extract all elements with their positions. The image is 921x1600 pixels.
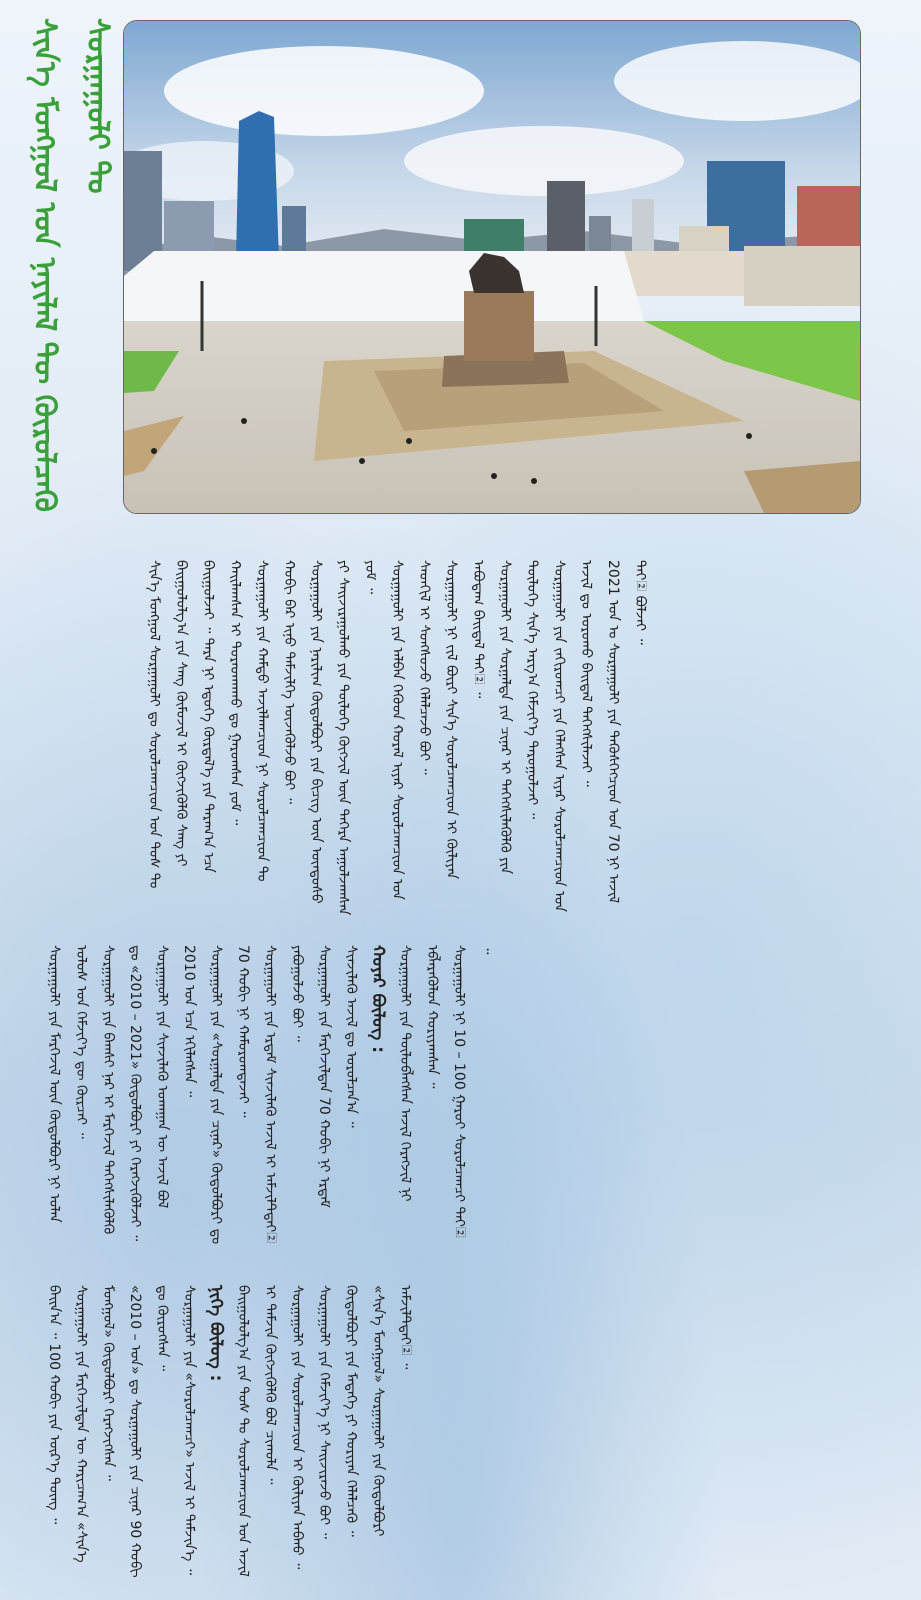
paragraph: ᠰᠤᠷᠭᠠᠭᠤᠯᠢ ᠨᠢ 10 – 100 ᠭᠠᠷᠤᠢ ᠰᠤᠷᠤᠯᠴᠠᠭᠴᠢ ᠲᠠᠢ᠌ ᠃ <box>451 945 494 1238</box>
paragraph: ᠰᠤᠷᠭᠠᠭᠤᠯᠢ ᠶᠢᠨ ᠬᠡᠮᠵᠢᠶ᠎ᠡ ᠨᠢ ᠰᠠᠢ᠌ᠵᠢᠷᠠᠵᠤ ᠪᠤᠢ ᠃ <box>316 1285 332 1539</box>
paragraph: ᠰᠢᠨ᠎ᠡ ᠮᠣᠩᠭᠣᠯ ᠰᠤᠷᠭᠠᠭᠤᠯᠢ ᠳᠤ ᠰᠤᠷᠤᠯᠴᠠᠭᠴᠢᠳ ᠤᠨ ᠲᠤᠰ ᠲᠤ ᠪᠠᠢ᠌ᠭᠤᠯᠤᠯᠭ᠎ᠠ ᠶᠢᠨ ᠰᠠᠩ ᠬᠥᠮᠦᠵᠢᠯ ᠢ ᠬᠥᠭᠵᠢᠭᠦᠯᠬᠦ ᠰᠠᠩ ᠶᠢ ᠪᠠᠢ᠌ᠭᠤᠯᠵᠠᠢ ᠃ ᠲᠡᠷᠡ ᠨᠢ ᠡᠳᠦᠭᠡ ᠬᠦᠷᠲᠡᠯ᠎ᠡ ᠶᠢᠨ ᠳᠠᠷᠠᠭ᠎ᠠ ᠡᠴᠡ ᠬᠠᠢ᠌ᠯᠠᠭᠰᠠᠨ ᠢ ᠳᠤᠷᠠᠳᠬᠠᠬᠤ ᠳᠤ ᠭᠠᠷᠤᠭᠰᠠᠨ ᠶᠤᠮ ᠃ <box>146 560 243 889</box>
paragraph: ᠰᠤᠷᠭᠠᠭᠤᠯᠢ ᠨᠢ ᠵᠢᠯ ᠪᠦᠷᠢ ᠰᠢᠨ᠎ᠡ ᠰᠤᠷᠤᠯᠴᠠᠭᠴᠢᠳ ᠢ ᠬᠦᠯᠢᠶᠡᠨ ᠠᠪᠤᠳᠠᠭ ᠪᠠᠢ᠌ᠳᠠᠯ ᠲᠠᠢ᠌ ᠃ <box>443 560 486 880</box>
paragraph: ᠰᠤᠷᠭᠠᠭᠤᠯᠢ ᠶᠢᠨ ᠰᠤᠷᠤᠯᠴᠠᠭᠴᠢᠳ ᠢ ᠬᠦᠯᠢᠶᠡᠨ ᠠᠪᠬᠤ ᠃ <box>289 1285 305 1570</box>
paragraph: ᠬᠥᠲᠥᠯᠪᠦᠷᠢ ᠶᠢᠨ ᠮᠡᠳᠡᠭᠡ ᠶᠢ ᠬᠤᠷᠢᠶᠠᠨ ᠬᠡᠯᠡᠯᠴᠡᠬᠦ ᠃ <box>343 1285 359 1537</box>
paragraph: ᠰᠤᠷᠭᠠᠭᠤᠯᠢ ᠶᠢᠨ ᠰᠤᠷᠭᠠᠯᠲᠠ ᠶᠢᠨ ᠴᠢᠨᠠᠷ ᠢ ᠳᠡᠭᠡᠭᠰᠢᠯᠡᠭᠦᠯᠬᠦ ᠶᠢᠨ ᠲᠥᠯᠦᠭᠡ ᠰᠢᠨ᠎ᠡ ᠠᠷᠭ᠎ᠠ ᠬᠡᠮᠵᠢᠶ᠎ᠡ ᠳᠠᠷᠤᠭᠤᠯᠵᠠᠢ ᠃ <box>497 560 540 875</box>
paragraph: «ᠰᠢᠨ᠎ᠡ ᠮᠣᠩᠭᠣᠯ» ᠰᠤᠷᠭᠠᠭᠤᠯᠢ ᠶᠢᠨ ᠬᠥᠲᠥᠯᠪᠦᠷᠢ ᠠᠮᠵᠢᠯᠲᠲᠠᠢ᠌ ᠃ <box>370 1285 413 1537</box>
paragraph: ᠰᠤᠷᠭᠠᠭᠤᠯᠢ ᠶᠢᠨ ᠪᠠᠭᠰᠢ ᠨᠠᠷ ᠢ ᠮᠡᠷᠭᠡᠵᠢᠯ ᠳᠡᠭᠡᠭᠰᠢᠯᠡᠭᠦᠯᠬᠦ ᠳᠤ «2010 – 2021» ᠬᠥᠲᠥᠯᠪᠦᠷᠢ ᠶᠢ ᠬᠡᠷᠡᠭᠵᠢᠭᠦᠯᠵᠡᠢ ᠃ <box>100 945 143 1242</box>
paragraph: ᠰᠤᠷᠭᠠᠭᠤᠯᠢ ᠶᠢᠨ «ᠰᠤᠷᠭᠠᠯᠲᠠ ᠶᠢᠨ ᠴᠢᠨᠠᠷ» ᠬᠥᠲᠥᠯᠪᠦᠷᠢ ᠳᠤ 70 ᠬᠤᠪᠢ ᠨᠢ ᠬᠠᠮᠤᠷᠤᠭᠳᠠᠵᠠᠢ ᠃ <box>208 945 251 1245</box>
paragraph: ᠰᠤᠷᠭᠠᠭᠤᠯᠢ ᠶᠢᠨ ᠮᠡᠷᠭᠡᠵᠢᠯᠲᠡᠨ ᠦ ᠬᠠᠷᠢᠴᠠᠭ᠎ᠠ «ᠰᠢᠨ᠎ᠡ ᠮᠣᠩᠭᠣᠯ» ᠬᠥᠲᠥᠯᠪᠦᠷᠢ ᠬᠡᠷᠡᠭᠵᠢᠭᠰᠡᠨ ᠃ <box>73 1285 116 1563</box>
square-photo <box>123 20 861 514</box>
paragraph: ᠰᠤᠷᠭᠠᠭᠤᠯᠢ ᠶᠢᠨ ᠲᠥᠯᠦᠪᠯᠡᠭᠰᠡᠨ ᠠᠵᠢᠯ ᠬᠡᠷᠡᠭᠵᠢᠯ ᠨᠢ ᠡᠪᠯᠡᠷᠡᠭᠦᠯᠦᠨ ᠬᠤᠷᠢᠶᠠᠭᠰᠠᠨ ᠃ <box>397 945 440 1202</box>
paragraph: ᠰᠤᠷᠭᠠᠭᠤᠯᠢ ᠶᠢᠨ ᠮᠡᠷᠭᠡᠵᠢᠯ ᠦᠨ ᠬᠥᠲᠥᠯᠪᠦᠷᠢ ᠨᠢ ᠣᠯᠠᠨ ᠤᠯᠤᠰ ᠤᠨ ᠬᠡᠮᠵᠢᠶ᠎ᠡ ᠳᠦ ᠬᠦᠷᠴᠡᠢ ᠃ <box>46 945 89 1223</box>
subheading: ᠨᠢᠭᠡ ᠪᠦᠯᠦᠭ : <box>206 1285 226 1382</box>
page-title: ᠰᠢᠨ᠎ᠡ ᠮᠣᠩᠭᠣᠯ ᠤᠨ ᠨᠡᠶᠢᠯᠡᠯ ᠲᠦ ᠬᠦᠷᠦᠯᠴᠡᠬᠦ ᠰᠤᠷᠭᠠᠭᠤᠯᠢ ᠲᠤ <box>27 18 115 512</box>
paragraph: «2010 – ᠣᠨ» ᠳᠤ ᠰᠤᠷᠭᠠᠭᠤᠯᠢ ᠶᠢᠨ ᠴᠢᠨᠠᠷ 90 ᠬᠤᠪᠢ ᠳᠤ ᠬᠦᠷᠦᠭᠰᠡᠨ ᠃ <box>127 1285 170 1578</box>
paragraph: ᠰᠤᠷᠭᠠᠭᠤᠯᠢ ᠶᠢᠨ ᠠᠯᠪᠠᠨ ᠬᠡᠭᠦᠳ ᠬᠤᠷᠠᠯ ᠢᠶᠠᠷ ᠰᠤᠷᠤᠯᠴᠠᠭᠴᠢᠳ ᠤᠨ ᠰᠡᠳᠭᠢᠯ ᠢ ᠰᠣᠩᠰᠣᠵᠤ ᠬᠡᠯᠡᠯᠴᠡᠵᠦ ᠪᠤᠢ ᠃ <box>389 560 432 900</box>
paragraph: ᠰᠤᠷᠭᠠᠭᠤᠯᠢ ᠶᠢᠨ «ᠰᠤᠷᠤᠯᠴᠠᠭᠴᠢ» ᠠᠵᠢᠯ ᠢ ᠳᠡᠮᠵᠢᠨ᠎ᠡ ᠃ <box>181 1285 197 1575</box>
paragraph: ᠰᠤᠷᠭᠠᠭᠤᠯᠢ ᠶᠢᠨ ᠮᠡᠷᠭᠡᠵᠢᠯᠲᠡᠨ 70 ᠬᠤᠪᠢ ᠨᠢ ᠡᠷᠳᠡᠮ ᠰᠢᠨᠵᠢᠯᠡᠬᠦ ᠠᠵᠢᠯ ᠳᠤ ᠣᠷᠣᠯᠴᠠᠨ᠎ᠠ ᠃ <box>316 945 359 1208</box>
paragraph: ᠪᠠᠢ᠌ᠭᠤᠯᠤᠯᠭ᠎ᠠ ᠶᠢᠨ ᠲᠤᠰ ᠲᠤ ᠰᠤᠷᠤᠯᠴᠠᠭᠴᠢᠳ ᠤᠨ ᠠᠵᠢᠯ ᠢ ᠳᠡᠮᠵᠢᠨ ᠬᠥᠭᠵᠢᠭᠦᠯᠬᠦ ᠪᠣᠯ ᠴᠢᠬᠤᠯᠠ ᠃ <box>235 1285 278 1577</box>
text-column-1 <box>140 560 868 920</box>
text-column-2 <box>40 945 868 1245</box>
subheading: ᠬᠣᠶᠠᠷ ᠪᠦᠯᠦᠭ : <box>368 945 388 1053</box>
paragraph: ᠰᠤᠷᠭᠠᠭᠤᠯᠢ ᠶᠢᠨ ᠵᠠᠬᠢᠷᠤᠭᠴᠢ ᠶᠢᠨ ᠬᠡᠯᠡᠭᠰᠡᠨ ᠢᠶᠡᠷ ᠰᠤᠷᠤᠯᠴᠠᠭᠴᠢᠳ ᠤᠨ ᠠᠵᠢᠯ ᠳᠤ ᠣᠷᠣᠬᠤ ᠪᠠᠢ᠌ᠳᠠᠯ ᠳᠡᠭᠡᠭᠰᠢᠯᠡᠵᠡᠢ ᠃ <box>551 560 594 912</box>
paragraph: 2021 ᠣᠨ ᠤ ᠰᠤᠷᠭᠠᠭᠤᠯᠢ ᠶᠢᠨ ᠲᠡᠭᠦᠰᠭᠡᠭᠴᠢᠳ ᠤᠨ 70 ᠨᠢ ᠠᠵᠢᠯ ᠲᠠᠢ᠌ ᠪᠤᠯᠵᠠᠢ ᠃ <box>605 560 648 904</box>
paragraph: ᠰᠤᠷᠭᠠᠭᠤᠯᠢ ᠶᠢᠨ ᠡᠷᠳᠡᠮ ᠰᠢᠨᠵᠢᠯᠡᠬᠦ ᠠᠵᠢᠯ ᠢ ᠠᠮᠵᠢᠯᠲᠲᠠᠢ᠌ ᠶᠠᠪᠤᠭᠤᠯᠵᠤ ᠪᠤᠢ ᠃ <box>262 945 305 1244</box>
paragraph: ᠪᠠᠢ᠌ᠨ᠎ᠠ ᠃ 100 ᠬᠤᠪᠢ ᠶᠢᠨ ᠦᠷ᠎ᠡ ᠳᠦᠩ ᠃ <box>46 1285 62 1525</box>
text-column-3 <box>40 1285 868 1585</box>
paragraph: ᠰᠤᠷᠭᠠᠭᠤᠯᠢ ᠶᠢᠨ ᠨᠠᠷᠢᠯᠢᠭ ᠬᠥᠲᠥᠯᠪᠦᠷᠢ ᠶᠢᠨ ᠪᠢᠴᠢᠭ ᠦᠨ ᠦᠨᠳᠦᠰᠦ ᠶᠢ ᠰᠠᠢ᠌ᠵᠢᠷᠠᠭᠤᠯᠬᠤ ᠶᠢᠨ ᠲᠥᠯᠦᠭᠡ ᠬᠥᠭᠵᠢᠯ ᠦᠨ ᠳᠡᠭᠡᠷᠡ ᠠᠭᠤᠯᠵᠠᠭᠰᠠᠨ ᠶᠤᠮ ᠃ <box>308 560 378 916</box>
city-square-image <box>124 21 860 513</box>
paragraph: ᠰᠤᠷᠭᠠᠭᠤᠯᠢ ᠶᠢᠨ ᠬᠠᠮᠲᠤ ᠠᠵᠢᠯᠯᠠᠭᠴᠢᠳ ᠨᠢ ᠰᠤᠷᠤᠯᠴᠠᠭᠴᠢᠳ ᠲᠤ ᠬᠤᠪᠢ ᠪᠡᠷ ᠢᠨᠦ ᠳᠡᠮᠵᠢᠯᠭᠡ ᠦᠵᠡᠭᠦᠯᠵᠦ ᠪᠤᠢ ᠃ <box>254 560 297 882</box>
paragraph: ᠰᠤᠷᠭᠠᠭᠤᠯᠢ ᠶᠢᠨ ᠰᠢᠨᠵᠢᠯᠡᠬᠦ ᠤᠬᠠᠭᠠᠨ ᠦ ᠠᠵᠢᠯ ᠪᠣᠯ 2010 ᠣᠨ ᠡᠴᠡ ᠡᠬᠢᠯᠡᠭᠰᠡᠨ ᠃ <box>154 945 197 1209</box>
